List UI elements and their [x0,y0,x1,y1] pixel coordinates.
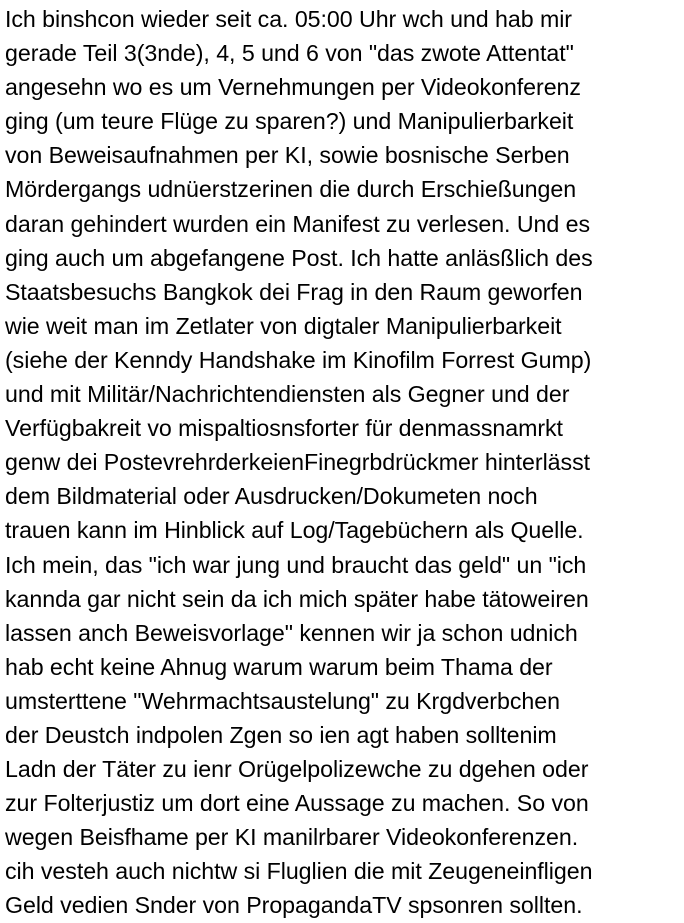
text-line: hab echt keine Ahnug warum warum beim Thama der [5,653,553,680]
text-line: umsterttene "Wehrmachtsaustelung" zu Krgdverbchen [5,687,560,714]
text-line: und mit Militär/Nachrichtendiensten als Gegner und der [5,381,570,408]
text-line: kannda gar nicht sein da ich mich später habe tätoweiren [5,585,589,612]
text-line: dem Bildmaterial oder Ausdrucken/Dokumeten noch [5,483,538,510]
text-line: ging (um teure Flüge zu sparen?) und Manipulierbarkeit [5,108,574,135]
text-line: wie weit man im Zetlater von digtaler Manipulierbarkeit [5,312,562,339]
text-body [5,2,681,923]
text-line: trauen kann im Hinblick auf Log/Tagebüchern als Quelle. [5,517,584,544]
text-line: ging auch um abgefangene Post. Ich hatte anläsßlich des [5,244,593,271]
text-line: der Deustch indpolen Zgen so ien agt haben solltenim [5,721,557,748]
text-line: daran gehindert wurden ein Manifest zu verlesen. Und es [5,210,591,237]
text-line: zur Folterjustiz um dort eine Aussage zu machen. So von [5,790,589,817]
text-line: Ich mein, das "ich war jung und braucht das geld" un "ich [5,551,587,578]
text-line: Ladn der Täter zu ienr Orügelpolizewche zu dgehen oder [5,756,589,783]
text-line: Ich binshcon wieder seit ca. 05:00 Uhr wch und hab mir [5,6,572,32]
text-line: genw dei PostevrehrderkeienFinegrbdrückmer hinterlässt [5,449,591,476]
text-line: Verfügbakreit vo mispaltiosnsforter für denmassnamrkt [5,415,563,442]
text-line: (siehe der Kenndy Handshake im Kinofilm Forrest Gump) [5,346,592,373]
text-line: wegen Beisfhame per KI manilrbarer Videokonferenzen. [5,824,579,851]
text-line: Geld vedien Snder von PropagandaTV spsonren sollten. [5,892,583,919]
text-line: lassen anch Beweisvorlage" kennen wir ja schon udnich [5,619,578,646]
text-line: cih vesteh auch nichtw si Fluglien die mit Zeugeneinfligen [5,858,593,885]
text-line: Mördergangs udnüerstzerinen die durch Erschießungen [5,176,577,203]
text-line: Staatsbesuchs Bangkok dei Frag in den Raum geworfen [5,278,583,305]
text-line: gerade Teil 3(3nde), 4, 5 und 6 von "das zwote Attentat" [5,40,574,67]
text-line: angesehn wo es um Vernehmungen per Videokonferenz [5,74,581,101]
text-line: von Beweisaufnahmen per KI, sowie bosnische Serben [5,142,570,169]
